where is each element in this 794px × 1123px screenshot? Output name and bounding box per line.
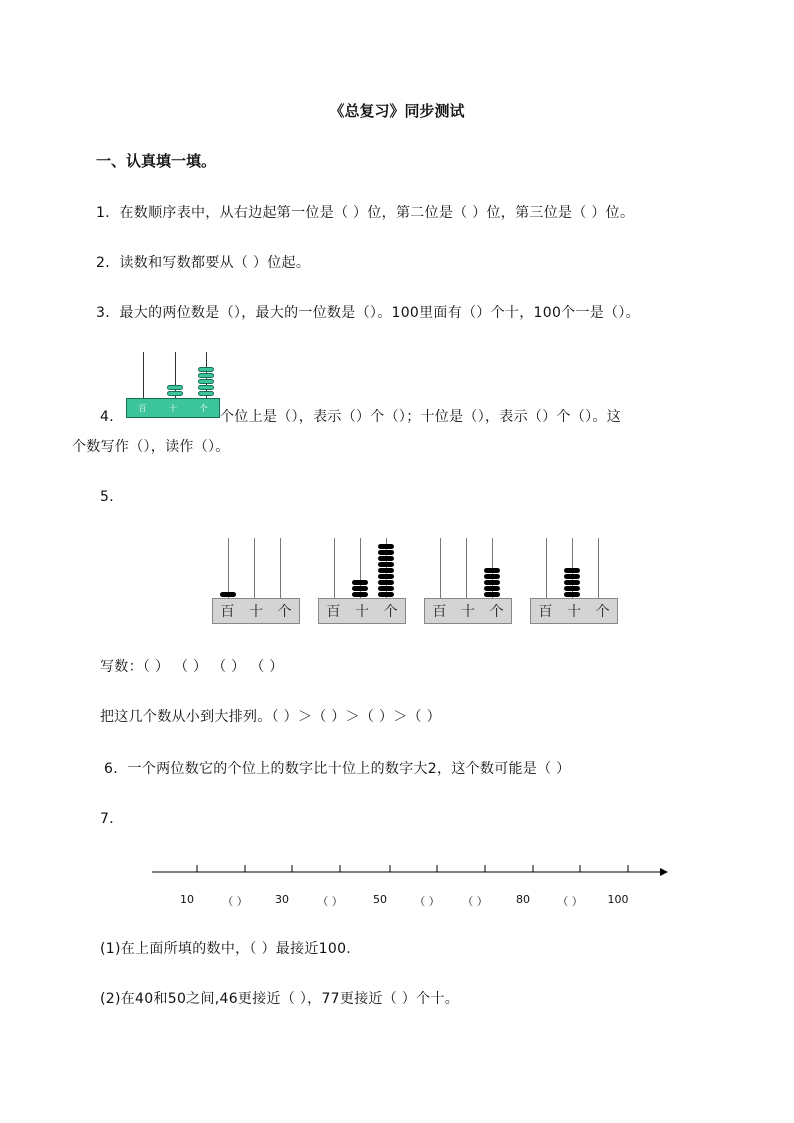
abacus-rod (143, 352, 144, 400)
abacus-bead (198, 367, 214, 372)
tick-label: （ ） (462, 895, 488, 908)
abacus-bead (198, 385, 214, 390)
section-heading: 一、认真填一填。 (96, 152, 217, 170)
abacus-rod (598, 538, 599, 598)
abacus-bead (198, 379, 214, 384)
abacus-bead (378, 592, 394, 597)
abacus-bead (564, 592, 580, 597)
place-label: 十 (168, 403, 177, 413)
abacus-bead (167, 385, 183, 390)
question-4-number: 4． (100, 409, 124, 425)
abacus-bead (220, 592, 236, 597)
tick-label: （ ） (557, 895, 583, 908)
place-label: 十 (354, 604, 369, 620)
tick-label: 100 (607, 893, 629, 906)
abacus-bead (564, 568, 580, 573)
place-label: 十 (566, 604, 581, 620)
abacus-rod (440, 538, 441, 598)
abacus-bead (484, 580, 500, 585)
question-7-sub1: (1)在上面所填的数中，（ ）最接近100. (100, 941, 352, 957)
question-6: 6．一个两位数它的个位上的数字比十位上的数字大2，这个数可能是（ ） (104, 761, 571, 777)
tick-label: 50 (373, 893, 387, 906)
abacus-bead (484, 568, 500, 573)
place-label: 百 (138, 403, 147, 413)
abacus-rod (466, 538, 467, 598)
abacus-bead (167, 391, 183, 396)
question-7-sub2: (2)在40和50之间,46更接近（ ），77更接近（ ）个十。 (100, 991, 460, 1007)
abacus-bead (378, 562, 394, 567)
tick-label: 30 (275, 893, 289, 906)
abacus-bead (564, 574, 580, 579)
place-label: 百 (326, 604, 341, 620)
abacus-bead (378, 550, 394, 555)
place-label: 百 (432, 604, 447, 620)
abacus-base (318, 598, 406, 624)
abacus-bead (352, 580, 368, 585)
number-line-arrow (660, 868, 668, 876)
place-label: 十 (248, 604, 263, 620)
tick-label: 80 (516, 893, 530, 906)
place-label: 百 (220, 604, 235, 620)
abacus-rod (228, 538, 229, 598)
question-4-line1: 个位上是（），表示（）个（）；十位是（），表示（）个（）。这 (220, 409, 621, 425)
place-label: 个 (277, 604, 292, 620)
number-line (0, 850, 794, 920)
abacus-rod (280, 538, 281, 598)
question-3: 3．最大的两位数是（），最大的一位数是（）。100里面有（）个十，100个一是（）。 (96, 305, 640, 321)
place-label: 十 (460, 604, 475, 620)
place-label: 个 (595, 604, 610, 620)
place-label: 个 (489, 604, 504, 620)
question-1: 1．在数顺序表中，从右边起第一位是（ ）位，第二位是（ ）位，第三位是（ ）位。 (96, 205, 635, 221)
question-5-number: 5． (100, 489, 124, 505)
question-7-number: 7． (100, 811, 124, 827)
abacus-bead (378, 556, 394, 561)
tick-label: （ ） (317, 895, 343, 908)
abacus-bead (378, 544, 394, 549)
question-4-line2: 个数写作（），读作（）。 (72, 439, 230, 455)
write-numbers-line: 写数：（ ） （ ） （ ） （ ） (100, 659, 284, 675)
abacus-bead (484, 592, 500, 597)
abacus-bead (198, 373, 214, 378)
place-label: 个 (383, 604, 398, 620)
abacus-bead (352, 592, 368, 597)
abacus-bead (484, 586, 500, 591)
abacus-rod (254, 538, 255, 598)
tick-label: （ ） (414, 895, 440, 908)
abacus-bead (198, 391, 214, 396)
abacus-base (530, 598, 618, 624)
question-2: 2．读数和写数都要从（ ）位起。 (96, 255, 311, 271)
abacus-bead (484, 574, 500, 579)
abacus-bead (378, 586, 394, 591)
abacus-rod (334, 538, 335, 598)
tick-label: 10 (180, 893, 194, 906)
abacus-bead (564, 580, 580, 585)
abacus-bead (352, 586, 368, 591)
place-label: 个 (199, 403, 208, 413)
tick-label: （ ） (222, 895, 248, 908)
place-label: 百 (538, 604, 553, 620)
abacus-bead (378, 580, 394, 585)
page-title: 《总复习》同步测试 (329, 102, 465, 120)
abacus-rod (546, 538, 547, 598)
order-line: 把这几个数从小到大排列。（ ）＞（ ）＞（ ）＞（ ） (100, 709, 441, 725)
abacus-bead (564, 586, 580, 591)
abacus-bead (378, 574, 394, 579)
abacus-base (212, 598, 300, 624)
abacus-bead (378, 568, 394, 573)
abacus-base (126, 398, 220, 418)
abacus-base (424, 598, 512, 624)
